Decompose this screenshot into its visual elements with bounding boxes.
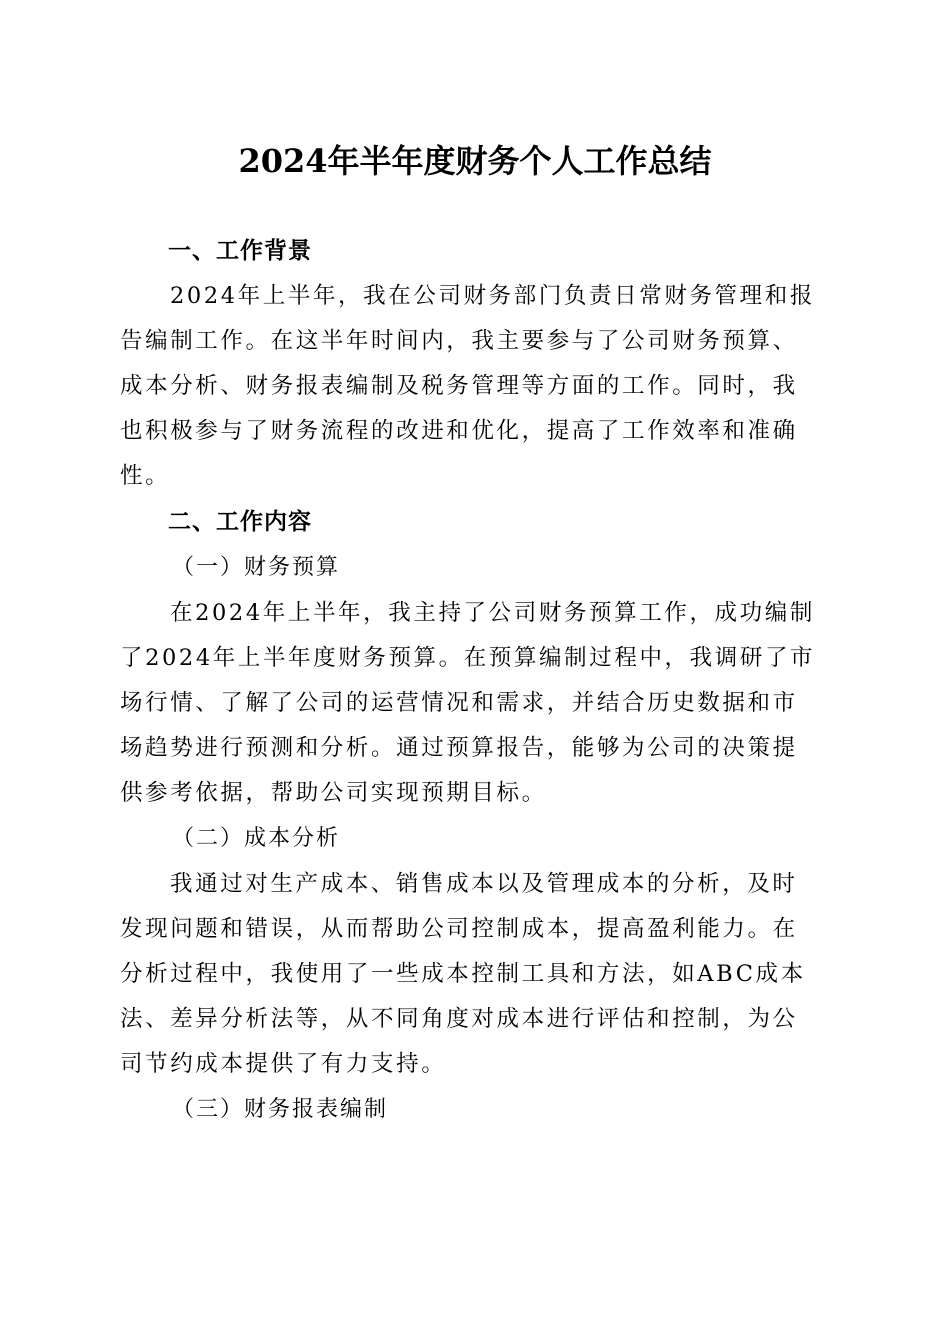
paragraph-line: 了2024年上半年度财务预算。在预算编制过程中，我调研了市 [120,645,816,671]
paragraph-line: 成本分析、财务报表编制及税务管理等方面的工作。同时，我 [120,373,798,399]
document-body [120,228,830,1133]
subsection-heading-cost-analysis: （二）成本分析 [172,826,341,851]
paragraph-budget [120,591,830,816]
paragraph-line: 司节约成本提供了有力支持。 [120,1051,447,1077]
paragraph-line: 发现问题和错误，从而帮助公司控制成本，提高盈利能力。在 [120,916,798,942]
subsection-heading-financial-statements: （三）财务报表编制 [172,1097,389,1122]
paragraph-line: 场趋势进行预测和分析。通过预算报告，能够为公司的决策提 [120,735,798,761]
paragraph-line: 在2024年上半年，我主持了公司财务预算工作，成功编制 [170,600,815,626]
paragraph-line: 我通过对生产成本、销售成本以及管理成本的分析，及时 [170,871,798,897]
document-title: 2024年半年度财务个人工作总结 [238,142,712,180]
paragraph-line: 告编制工作。在这半年时间内，我主要参与了公司财务预算、 [120,328,798,354]
section-heading-content: 二、工作内容 [168,509,312,535]
paragraph-background [120,274,830,499]
paragraph-line: 2024年上半年，我在公司财务部门负责日常财务管理和报 [170,283,815,309]
paragraph-line: 供参考依据，帮助公司实现预期目标。 [120,780,547,806]
paragraph-line: 性。 [120,463,171,489]
paragraph-line: 场行情、了解了公司的运营情况和需求，并结合历史数据和市 [120,690,798,716]
paragraph-cost-analysis [120,862,830,1087]
subsection-heading-budget: （一）财务预算 [172,555,341,580]
paragraph-line: 法、差异分析法等，从不同角度对成本进行评估和控制，为公 [120,1006,798,1032]
paragraph-line: 也积极参与了财务流程的改进和优化，提高了工作效率和准确 [120,418,798,444]
section-heading-background: 一、工作背景 [168,238,312,264]
paragraph-line: 分析过程中，我使用了一些成本控制工具和方法，如ABC成本 [120,961,806,987]
